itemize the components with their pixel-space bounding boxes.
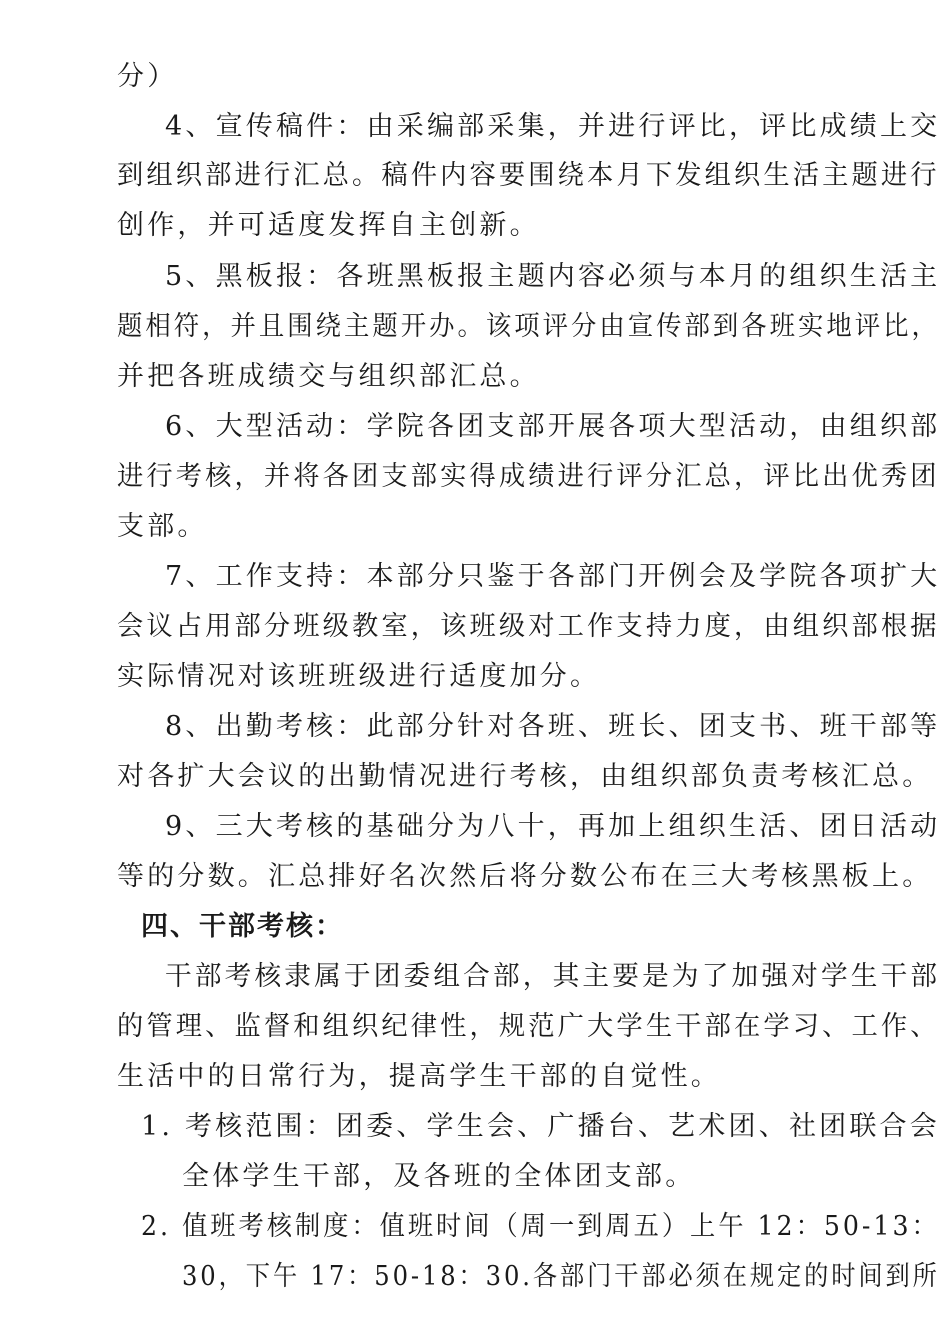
text-line: 题相符，并且围绕主题开办。该项评分由宣传部到各班实地评比， [117,311,940,342]
paragraph-item-5-line: 5、黑板报：各班黑板报主题内容必须与本月的组织生活主 [165,261,941,292]
paragraph-item-6-line: 6、大型活动：学院各团支部开展各项大型活动，由组织部 [165,411,941,442]
text-line: 并把各班成绩交与组织部汇总。 [117,361,540,392]
text-line: 分） [117,61,178,92]
text-line: 会议占用部分班级教室，该班级对工作支持力度，由组织部根据 [117,611,940,642]
paragraph-item-4-line: 4、宣传稿件：由采编部采集，并进行评比，评比成绩上交 [165,111,941,142]
text-line: 实际情况对该班班级进行适度加分。 [117,661,601,692]
paragraph-intro-line: 干部考核隶属于团委组合部，其主要是为了加强对学生干部 [165,961,941,992]
numbered-item-2-line: 2. 值班考核制度：值班时间（周一到周五）上午 12：50-13： [141,1211,940,1242]
section-heading: 四、干部考核： [141,911,344,942]
text-line: 全体学生干部，及各班的全体团支部。 [182,1161,696,1192]
text-line: 等的分数。汇总排好名次然后将分数公布在三大考核黑板上。 [117,861,933,892]
text-line: 的管理、监督和组织纪律性，规范广大学生干部在学习、工作、 [117,1011,940,1042]
paragraph-item-9-line: 9、三大考核的基础分为八十，再加上组织生活、团日活动 [165,811,941,842]
text-line: 生活中的日常行为，提高学生干部的自觉性。 [117,1061,721,1092]
numbered-item-1-line: 1. 考核范围：团委、学生会、广播台、艺术团、社团联合会 [141,1111,940,1142]
text-line: 支部。 [117,511,208,542]
text-line: 创作，并可适度发挥自主创新。 [117,210,540,241]
paragraph-item-7-line: 7、工作支持：本部分只鉴于各部门开例会及学院各项扩大 [165,561,941,592]
text-line: 到组织部进行汇总。稿件内容要围绕本月下发组织生活主题进行 [117,160,940,191]
text-line: 进行考核，并将各团支部实得成绩进行评分汇总，评比出优秀团 [117,461,940,492]
text-line: 30，下午 17：50-18：30.各部门干部必须在规定的时间到所 [182,1261,940,1292]
text-line: 对各扩大会议的出勤情况进行考核，由组织部负责考核汇总。 [117,761,933,792]
paragraph-item-8-line: 8、出勤考核：此部分针对各班、班长、团支书、班干部等 [165,711,941,742]
